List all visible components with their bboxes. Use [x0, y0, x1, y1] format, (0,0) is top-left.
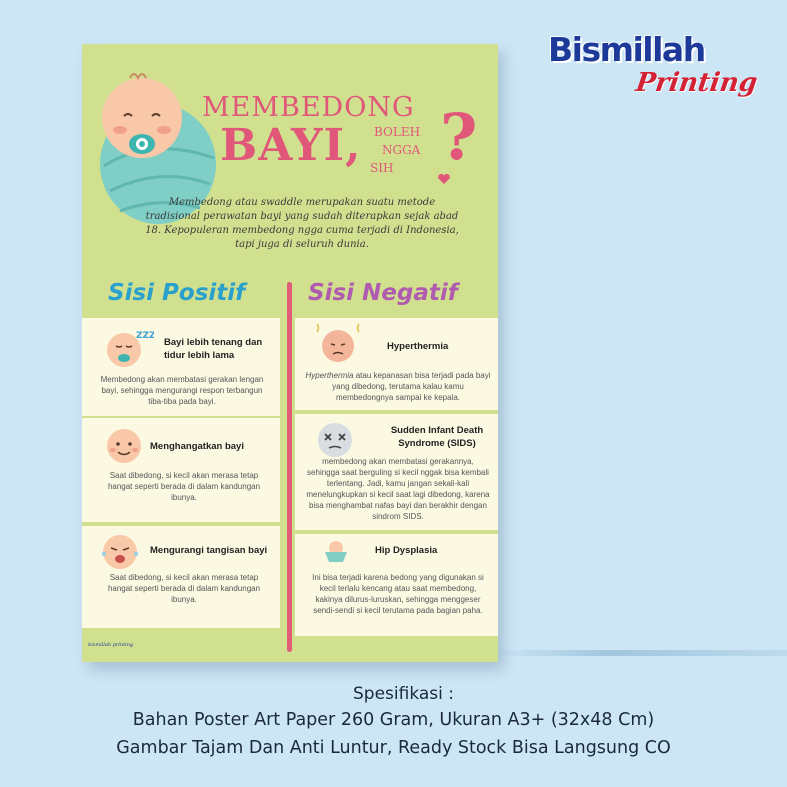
positive-heading: Sisi Positif	[108, 280, 246, 306]
smiling-baby-icon	[104, 426, 144, 470]
negative-item-1-text-rest: atau kepanasan bisa terjadi pada bayi yang dibedong, terutama kalau kamu membedongnya sampai ke kepala.	[332, 371, 491, 402]
negative-item-1-text	[303, 370, 493, 403]
title-boleh: BOLEH	[374, 125, 421, 139]
poster-title-line1: MEMBEDONG	[202, 92, 415, 123]
spec-heading: Spesifikasi :	[352, 684, 454, 704]
poster	[82, 44, 498, 662]
sleeping-baby-icon	[102, 326, 154, 372]
negative-item-2-text: membedong akan membatasi gerakannya, sehingga saat berguling si kecil nggak bisa kembali terlentang. Jadi, kamu jangan sekali-kali menelungkupkan si kecil saat lagi dibedong, karena bisa menghambat nafas bayi dan berakhir dengan sindrom SIDS.	[306, 457, 490, 521]
negative-heading: Sisi Negatif	[308, 280, 458, 306]
title-sih: SIH	[370, 161, 394, 175]
negative-item-3-title: Hip Dysplasia	[375, 545, 438, 556]
heart-icon	[437, 170, 451, 189]
positive-item-1	[82, 318, 280, 416]
positive-item-1-title: Bayi lebih tenang dan tidur lebih lama	[164, 337, 263, 361]
hot-baby-icon	[313, 324, 363, 368]
crying-baby-icon	[98, 532, 142, 576]
poster-title-line2: BAYI,	[220, 120, 362, 171]
column-divider	[287, 282, 292, 652]
brand-subtitle: Printing	[633, 68, 760, 98]
positive-item-3	[82, 526, 280, 628]
positive-item-2-text: Saat dibedong, si kecil akan merasa tetap hangat seperti berada di dalam kandungan ibunya.	[107, 471, 261, 502]
brand-logo	[548, 30, 768, 110]
negative-item-1	[295, 318, 498, 410]
svg-text:ZZZ: ZZZ	[136, 331, 154, 341]
brand-title: Bismillah	[548, 30, 705, 69]
spec-line-quality: Gambar Tajam Dan Anti Luntur, Ready Stock Bisa Langsung CO	[116, 738, 671, 758]
floor-shadow	[490, 650, 787, 656]
negative-item-3-text: Ini bisa terjadi karena bedong yang digunakan si kecil terlalu kencang atau saat membedong, kakinya dilurus-luruskan, sehingga menggeser sendi-sendi si kecil terutama pada bagian paha.	[312, 573, 484, 615]
spec-line-material: Bahan Poster Art Paper 260 Gram, Ukuran A3+ (32x48 Cm)	[132, 710, 655, 730]
title-ngga: NGGA	[382, 143, 421, 157]
intro-text: Membedong atau swaddle merupakan suatu metode tradisional perawatan bayi yang sudah diterapkan sejak abad 18. Kepopuleran membedong ngga cuma terjadi di Indonesia, tapi juga di seluruh dunia.	[145, 197, 459, 250]
positive-item-1-text: Membedong akan membatasi gerakan lengan bayi, sehingga mengurangi respon terbangun tiba-tiba pada bayi.	[100, 375, 264, 406]
positive-item-2	[82, 418, 280, 522]
negative-item-3	[295, 534, 498, 636]
diaper-baby-icon	[321, 540, 351, 568]
negative-item-2-title: Sudden Infant Death Syndrome (SIDS)	[390, 425, 484, 449]
positive-item-2-title: Menghangatkan bayi	[150, 441, 244, 452]
poster-mini-logo: bismillah printing	[88, 642, 134, 648]
positive-item-3-text: Saat dibedong, si kecil akan merasa tetap hangat seperti berada di dalam kandungan ibunya.	[107, 573, 261, 604]
positive-item-3-title: Mengurangi tangisan bayi	[150, 545, 268, 556]
negative-item-1-title: Hyperthermia	[387, 341, 449, 352]
question-mark: ?	[440, 100, 478, 175]
negative-item-2	[295, 414, 498, 530]
hyperthermia-em: Hyperthermia	[305, 371, 354, 380]
